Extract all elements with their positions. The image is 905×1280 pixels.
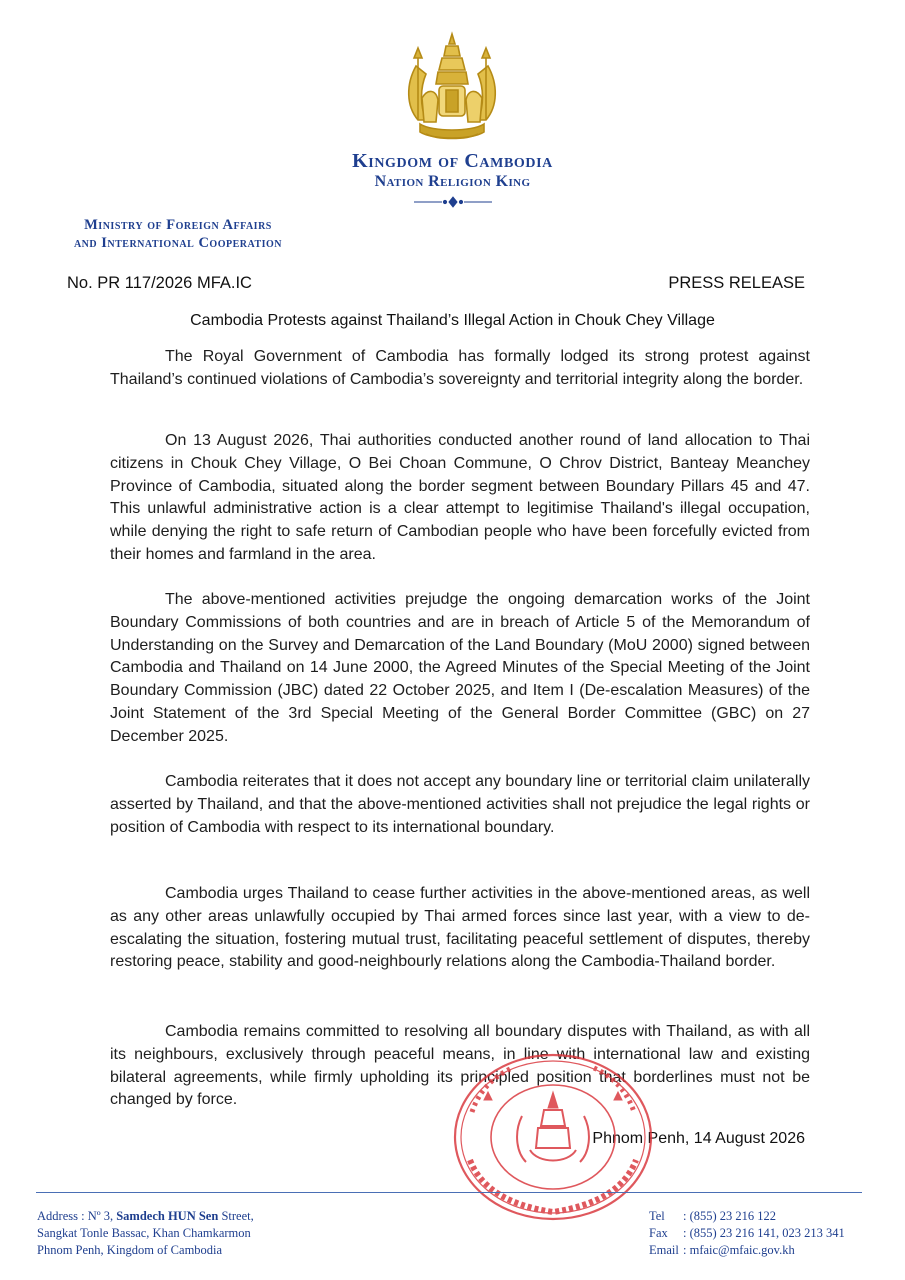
address-line-3: Phnom Penh, Kingdom of Cambodia [37,1243,223,1257]
address-street-name: Samdech HUN Sen [116,1209,219,1223]
document-type: PRESS RELEASE [668,274,805,292]
tel-value: : (855) 23 216 122 [683,1209,777,1223]
paragraph-5: Cambodia urges Thailand to cease further activities in the above-mentioned areas, as well as any other areas unlawfully occupied by Thai armed forces since last year, with a view to de-escalating the situation, fostering mutual trust, facilitating peaceful settlement of disputes, thereby restoring peace, stability and good-neighbourly relations along the Cambodia-Thailand border. [110,885,810,971]
fax-value: : (855) 23 216 141, 023 213 341 [683,1226,845,1240]
email-value[interactable]: : mfaic@mfaic.gov.kh [683,1243,795,1257]
reference-number: No. PR 117/2026 MFA.IC [67,274,252,292]
ministry-name-line1: Ministry of Foreign Affairs [84,217,272,233]
telephone [649,1208,776,1225]
fax-label: Fax [649,1226,668,1240]
national-motto: Nation Religion King [374,173,531,190]
paragraph-2: On 13 August 2026, Thai authorities conducted another round of land allocation to Thai citizens in Chouk Chey Village, O Bei Choan Commune, O Chrov District, Banteay Meanchey Province of Cambodia, situated along the border segment between Boundary Pillars 45 and 47. This unlawful administrative action is a clear attempt to legitimise Thailand's illegal occupation, while denying the right to safe return of Cambodian people who have been forcefully evicted from their homes and farmland in the area. [110,432,810,563]
kingdom-title: Kingdom of Cambodia [352,150,553,172]
royal-coat-of-arms-icon [392,28,512,148]
email-label: Email [649,1243,679,1257]
address-line-2: Sangkat Tonle Bassac, Khan Chamkarmon [37,1226,251,1240]
ornamental-divider-icon [412,195,494,209]
dateline: Phnom Penh, 14 August 2026 [592,1130,805,1147]
press-release-title: Cambodia Protests against Thailand’s Illegal Action in Chouk Chey Village [190,312,715,329]
footer-divider [36,1192,862,1193]
address-line-1: Address : Nº 3, Samdech HUN Sen Street, [37,1209,254,1223]
ministry-official-seal-icon [452,1052,654,1222]
ministry-name-line2: and International Cooperation [73,235,283,251]
paragraph-3: The above-mentioned activities prejudge the ongoing demarcation works of the Joint Boundary Commissions of both countries and are in breach of Article 5 of the Memorandum of Understanding on the Survey and Demarcation of the Land Boundary (MoU 2000) signed between Cambodia and Thailand on 14 June 2000, the Agreed Minutes of the Special Meeting of the Joint Boundary Commission (JBC) dated 22 October 2025, and Item I (De-escalation Measures) of the Joint Statement of the 3rd Special Meeting of the General Border Committee (GBC) on 27 December 2025. [110,591,810,745]
email[interactable] [649,1242,795,1259]
paragraph-6: Cambodia remains committed to resolving all boundary disputes with Thailand, as with all its neighbours, exclusively through peaceful means, in line with international law and existing bilateral agreements, while firmly upholding its principled position that borderlines must not be changed by force. [110,1023,810,1109]
paragraph-1: The Royal Government of Cambodia has formally lodged its strong protest against Thailand’s continued violations of Cambodia’s sovereignty and territorial integrity along the border. [110,348,810,388]
paragraph-4: Cambodia reiterates that it does not accept any boundary line or territorial claim unilaterally asserted by Thailand, and that the above-mentioned activities shall not prejudice the legal rights or position of Cambodia with respect to its international boundary. [110,773,810,836]
tel-label: Tel [649,1209,665,1223]
fax [649,1225,845,1242]
